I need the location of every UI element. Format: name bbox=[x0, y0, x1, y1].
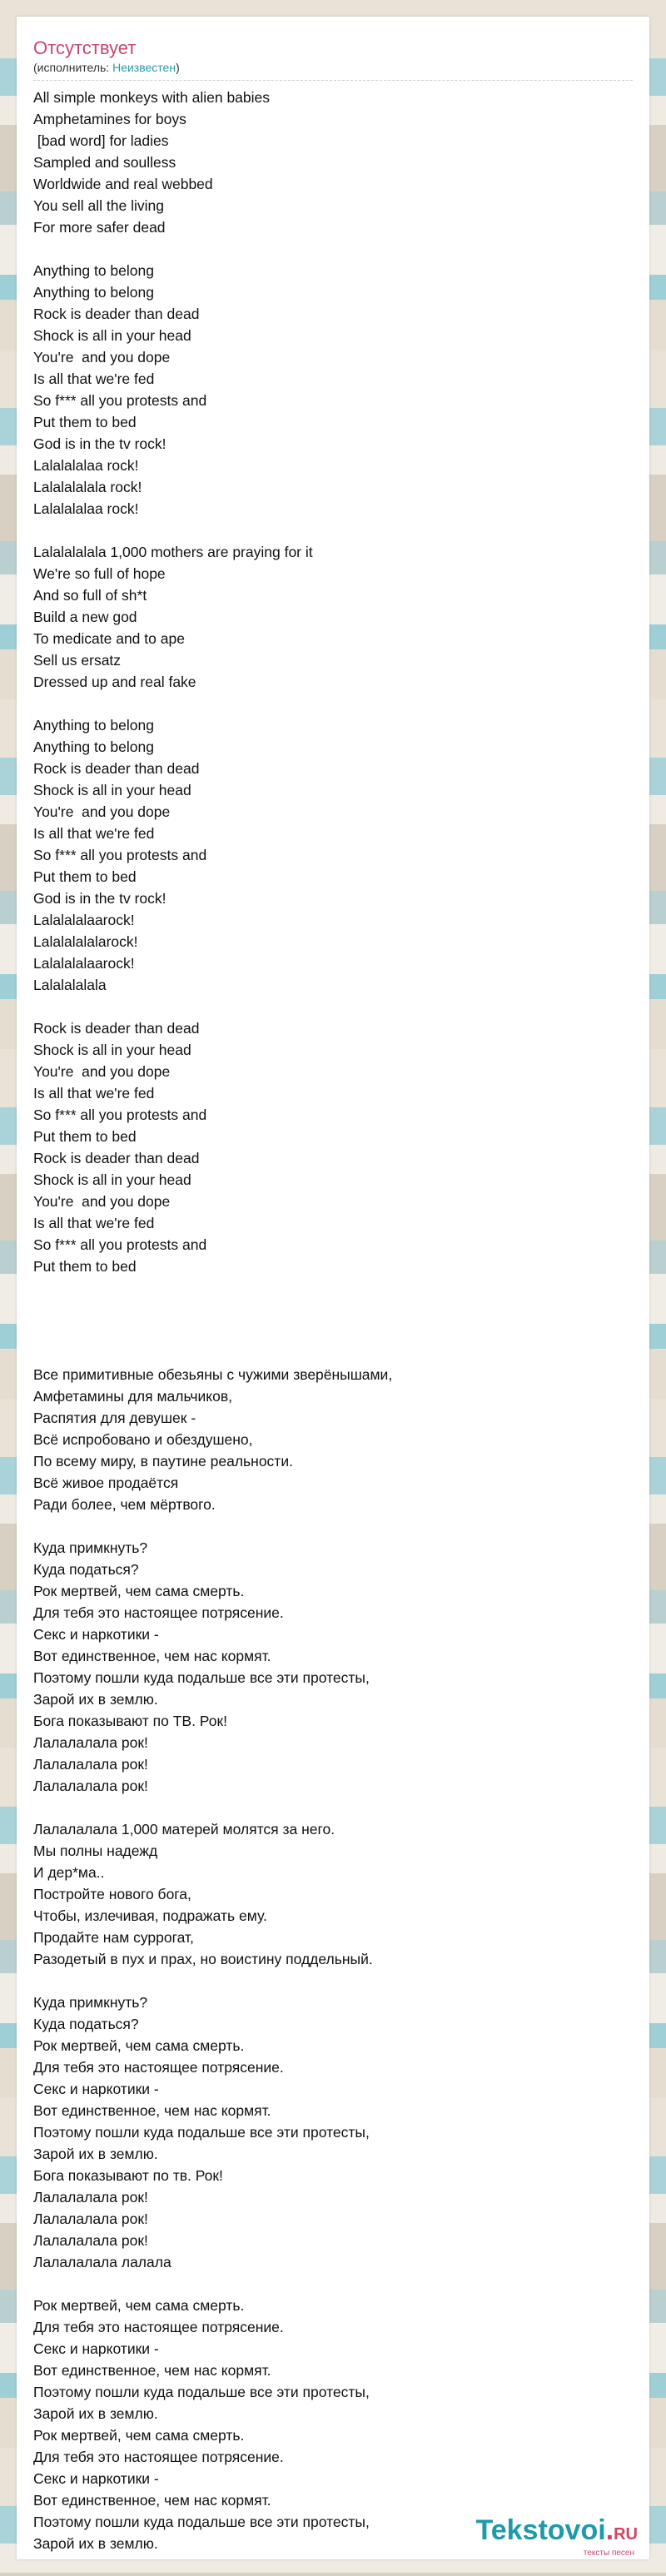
logo-name: Tekstovoi bbox=[475, 2514, 606, 2546]
lyric-line: Секс и наркотики - bbox=[33, 2081, 159, 2097]
lyric-line: Rock is deader than dead bbox=[33, 306, 200, 322]
lyric-line: Для тебя это настоящее потрясение. bbox=[33, 2059, 284, 2076]
lyric-line: God is in the tv rock! bbox=[33, 890, 166, 907]
lyric-line: To medicate and to ape bbox=[33, 630, 185, 647]
lyric-line: Dressed up and real fake bbox=[33, 674, 196, 690]
lyric-line: Лалалалала рок! bbox=[33, 1734, 148, 1751]
lyric-line: Rock is deader than dead bbox=[33, 760, 200, 777]
logo-tagline: тексты песен bbox=[583, 2549, 634, 2558]
lyric-line: Рок мертвей, чем сама смерть. bbox=[33, 2427, 245, 2444]
lyric-line: You're and you dope bbox=[33, 803, 171, 820]
content-card bbox=[17, 17, 649, 2559]
lyric-line: Anything to belong bbox=[33, 717, 154, 734]
lyric-line: For more safer dead bbox=[33, 219, 166, 236]
lyric-line: You're and you dope bbox=[33, 349, 171, 366]
lyric-line: Лалалалала рок! bbox=[33, 1778, 148, 1794]
lyric-line: Вот единственное, чем нас кормят. bbox=[33, 2362, 271, 2379]
lyric-line: Lalalalalala 1,000 mothers are praying for it bbox=[33, 544, 313, 560]
lyric-line: Build a new god bbox=[33, 609, 137, 625]
lyric-line: Amphetamines for boys bbox=[33, 111, 186, 127]
lyric-line: Ради более, чем мёртвого. bbox=[33, 1496, 216, 1513]
lyric-line: Put them to bed bbox=[33, 1128, 137, 1145]
lyric-line: Поэтому пошли куда подальше все эти протесты, bbox=[33, 1669, 370, 1686]
lyric-line bbox=[33, 1797, 633, 1818]
lyric-line: Is all that we're fed bbox=[33, 1085, 155, 1102]
lyric-line: And so full of sh*t bbox=[33, 587, 147, 604]
logo-dot: . bbox=[605, 2514, 614, 2546]
song-header bbox=[33, 37, 633, 81]
lyric-line: Sell us ersatz bbox=[33, 652, 122, 669]
site-logo[interactable] bbox=[475, 2514, 638, 2558]
lyric-line: You're and you dope bbox=[33, 1063, 171, 1080]
lyric-line: Зарой их в землю. bbox=[33, 2405, 158, 2422]
lyric-line bbox=[33, 520, 633, 541]
lyric-line: Куда примкнуть? bbox=[33, 1539, 148, 1556]
lyric-line: Лалалалала рок! bbox=[33, 2210, 148, 2227]
header-divider bbox=[33, 80, 633, 81]
lyric-line: Is all that we're fed bbox=[33, 370, 155, 387]
lyric-line: Секс и наркотики - bbox=[33, 2340, 159, 2357]
artist-prefix: (исполнитель: bbox=[33, 61, 113, 74]
lyric-line: You're and you dope bbox=[33, 1193, 171, 1210]
lyric-line: Всё испробовано и обездушено, bbox=[33, 1431, 253, 1448]
lyric-line: Anything to belong bbox=[33, 284, 154, 301]
lyric-line: Всё живое продаётся bbox=[33, 1474, 179, 1491]
lyric-line: Бога показывают по ТВ. Рок! bbox=[33, 1713, 227, 1729]
lyric-line: Куда податься? bbox=[33, 1561, 139, 1578]
lyric-line: Put them to bed bbox=[33, 414, 137, 430]
lyric-line: Lalalalalaarock! bbox=[33, 912, 135, 928]
lyric-line: Put them to bed bbox=[33, 868, 137, 885]
lyric-line bbox=[33, 238, 633, 260]
lyric-line: По всему миру, в паутине реальности. bbox=[33, 1453, 293, 1470]
lyric-line: Для тебя это настоящее потрясение. bbox=[33, 2449, 284, 2465]
lyric-line: Зарой их в землю. bbox=[33, 2146, 158, 2162]
lyric-line: Вот единственное, чем нас кормят. bbox=[33, 2492, 271, 2509]
lyric-line: Распятия для девушек - bbox=[33, 1410, 196, 1426]
lyric-line: Worldwide and real webbed bbox=[33, 176, 213, 192]
lyric-line: Rock is deader than dead bbox=[33, 1150, 200, 1166]
lyric-line: Куда податься? bbox=[33, 2016, 139, 2032]
lyric-line: Поэтому пошли куда подальше все эти протесты, bbox=[33, 2124, 370, 2141]
lyric-line: Rock is deader than dead bbox=[33, 1020, 200, 1037]
lyric-line: Лалалалала рок! bbox=[33, 2232, 148, 2249]
lyric-line: Anything to belong bbox=[33, 738, 154, 755]
logo-wordmark bbox=[475, 2514, 638, 2550]
lyric-line: Амфетамины для мальчиков, bbox=[33, 1388, 233, 1405]
lyric-line: Лалалалала 1,000 матерей молятся за него. bbox=[33, 1821, 335, 1838]
lyric-line: Рок мертвей, чем сама смерть. bbox=[33, 2037, 245, 2054]
lyric-line: Зарой их в землю. bbox=[33, 2535, 158, 2552]
lyric-line: И дер*ма.. bbox=[33, 1864, 105, 1881]
lyric-line: So f*** all you protests and bbox=[33, 392, 207, 409]
lyric-line: Lalalalalaa rock! bbox=[33, 457, 139, 474]
lyric-line: Куда примкнуть? bbox=[33, 1994, 148, 2011]
lyric-line: Lalalalalaarock! bbox=[33, 955, 135, 972]
lyric-line: Shock is all in your head bbox=[33, 1042, 191, 1058]
lyric-line: Бога показывают по тв. Рок! bbox=[33, 2167, 223, 2184]
lyric-line: Мы полны надежд bbox=[33, 1842, 158, 1859]
lyric-line: Для тебя это настоящее потрясение. bbox=[33, 2319, 284, 2335]
lyric-line: Секс и наркотики - bbox=[33, 2470, 159, 2487]
lyric-line: Anything to belong bbox=[33, 262, 154, 279]
lyric-line: Put them to bed bbox=[33, 1258, 137, 1275]
lyric-line: Рок мертвей, чем сама смерть. bbox=[33, 1583, 245, 1599]
lyric-line: Lalalalalala rock! bbox=[33, 479, 142, 495]
lyric-line: God is in the tv rock! bbox=[33, 435, 166, 452]
lyric-line: Лалалалала рок! bbox=[33, 2189, 148, 2206]
lyric-line bbox=[33, 1970, 633, 1992]
lyric-line: Поэтому пошли куда подальше все эти протесты, bbox=[33, 2514, 370, 2530]
lyric-line: Лалалалала рок! bbox=[33, 1756, 148, 1773]
lyric-line: Для тебя это настоящее потрясение. bbox=[33, 1604, 284, 1621]
lyric-line: Продайте нам суррогат, bbox=[33, 1929, 194, 1946]
lyric-line: Лалалалала лалала bbox=[33, 2254, 171, 2270]
lyric-line bbox=[33, 1320, 633, 1342]
logo-tld: RU bbox=[614, 2525, 638, 2544]
lyric-line: Is all that we're fed bbox=[33, 1215, 155, 1231]
lyric-line bbox=[33, 1342, 633, 1364]
lyric-line: [bad word] for ladies bbox=[33, 132, 169, 149]
lyric-line: Постройте нового бога, bbox=[33, 1886, 191, 1902]
lyric-line: Lalalalalala bbox=[33, 977, 107, 993]
lyric-line: All simple monkeys with alien babies bbox=[33, 89, 271, 106]
lyric-line: Поэтому пошли куда подальше все эти протесты, bbox=[33, 2384, 370, 2400]
lyric-line bbox=[33, 1277, 633, 1299]
lyric-line: You sell all the living bbox=[33, 197, 164, 214]
lyric-line bbox=[33, 996, 633, 1017]
lyric-line: So f*** all you protests and bbox=[33, 847, 207, 863]
lyric-line: Чтобы, излечивая, подражать ему. bbox=[33, 1907, 267, 1924]
lyric-line bbox=[33, 1515, 633, 1537]
lyric-line bbox=[33, 1299, 633, 1320]
lyric-line: So f*** all you protests and bbox=[33, 1106, 207, 1123]
lyric-line: Shock is all in your head bbox=[33, 1171, 191, 1188]
artist-line bbox=[33, 60, 633, 75]
lyric-line bbox=[33, 2273, 633, 2295]
lyric-line: Вот единственное, чем нас кормят. bbox=[33, 2102, 271, 2119]
lyric-line: Вот единственное, чем нас кормят. bbox=[33, 1648, 271, 1664]
lyrics-body bbox=[33, 87, 633, 2554]
lyric-line bbox=[33, 693, 633, 714]
lyric-line: Секс и наркотики - bbox=[33, 1626, 159, 1643]
song-title: Отсутствует bbox=[33, 37, 137, 58]
lyric-line: Рок мертвей, чем сама смерть. bbox=[33, 2297, 245, 2314]
lyric-line: Is all that we're fed bbox=[33, 825, 155, 842]
lyric-line: Lalalalalalarock! bbox=[33, 933, 138, 950]
artist-suffix: ) bbox=[176, 61, 180, 74]
lyric-line: Shock is all in your head bbox=[33, 782, 191, 798]
lyric-line: Sampled and soulless bbox=[33, 154, 176, 171]
artist-link[interactable]: Неизвестен bbox=[112, 61, 176, 74]
lyric-line: Зарой их в землю. bbox=[33, 1691, 158, 1708]
lyric-line: Разодетый в пух и прах, но воистину поддельный. bbox=[33, 1951, 373, 1967]
lyric-line: Lalalalalaa rock! bbox=[33, 500, 139, 517]
lyric-line: So f*** all you protests and bbox=[33, 1236, 207, 1253]
lyric-line: We're so full of hope bbox=[33, 565, 166, 582]
lyric-line: Все примитивные обезьяны с чужими зверёнышами, bbox=[33, 1366, 393, 1383]
lyric-line: Shock is all in your head bbox=[33, 327, 191, 344]
